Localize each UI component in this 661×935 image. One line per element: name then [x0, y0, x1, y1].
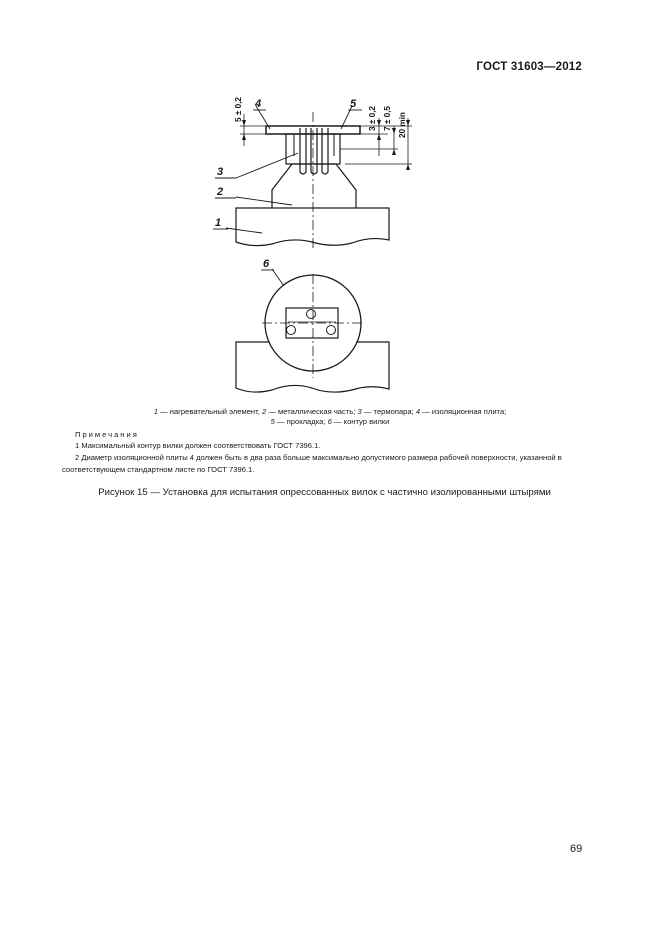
heating-element — [236, 208, 389, 246]
legend-num: 6 — [327, 417, 332, 426]
legend-line-1 — [154, 407, 507, 416]
page-number: 69 — [570, 843, 583, 855]
callout-6: 6 — [263, 258, 270, 270]
legend-text: — нагревательный элемент, — [157, 407, 262, 416]
note-2: 2 Диаметр изоляционной плиты 4 должен быть в два раза больше максимально допустимого размера рабочей поверхности, указанной в соответствующем стандартном листе по ГОСТ 7396.1. — [62, 453, 562, 474]
legend-num: 3 — [357, 407, 362, 416]
legend-text: — контур вилки — [331, 417, 390, 426]
dim-3: 3 ± 0,2 — [368, 106, 377, 131]
dim-20: 20 min — [398, 112, 407, 138]
figure-legend — [75, 407, 585, 427]
callout-1: 1 — [215, 217, 222, 229]
notes-title: Примечания — [75, 430, 139, 439]
note-1: 1 Максимальный контур вилки должен соответствовать ГОСТ 7396.1. — [75, 441, 321, 450]
legend-text: — прокладка; — [274, 417, 328, 426]
callout-2: 2 — [217, 186, 224, 198]
legend-line-2 — [271, 417, 390, 426]
legend-text: — термопара; — [361, 407, 416, 416]
legend-num: 1 — [153, 407, 158, 416]
leader-lines — [226, 106, 352, 306]
callout-3: 3 — [217, 166, 224, 178]
dim-5: 5 ± 0,2 — [234, 97, 243, 122]
callout-5: 5 — [350, 98, 357, 110]
document-header: ГОСТ 31603—2012 — [476, 61, 582, 73]
legend-num: 4 — [415, 407, 421, 416]
callout-4: 4 — [255, 98, 262, 110]
figure-caption: Рисунок 15 — Установка для испытания опрессованных вилок с частично изолированными штырями — [98, 487, 551, 498]
metal-part — [272, 164, 356, 208]
legend-num: 2 — [261, 407, 267, 416]
legend-text: — изоляционная плита; — [420, 407, 507, 416]
dim-7: 7 ± 0,5 — [383, 106, 392, 131]
legend-num: 5 — [270, 417, 275, 426]
legend-text: — металлическая часть; — [266, 407, 358, 416]
